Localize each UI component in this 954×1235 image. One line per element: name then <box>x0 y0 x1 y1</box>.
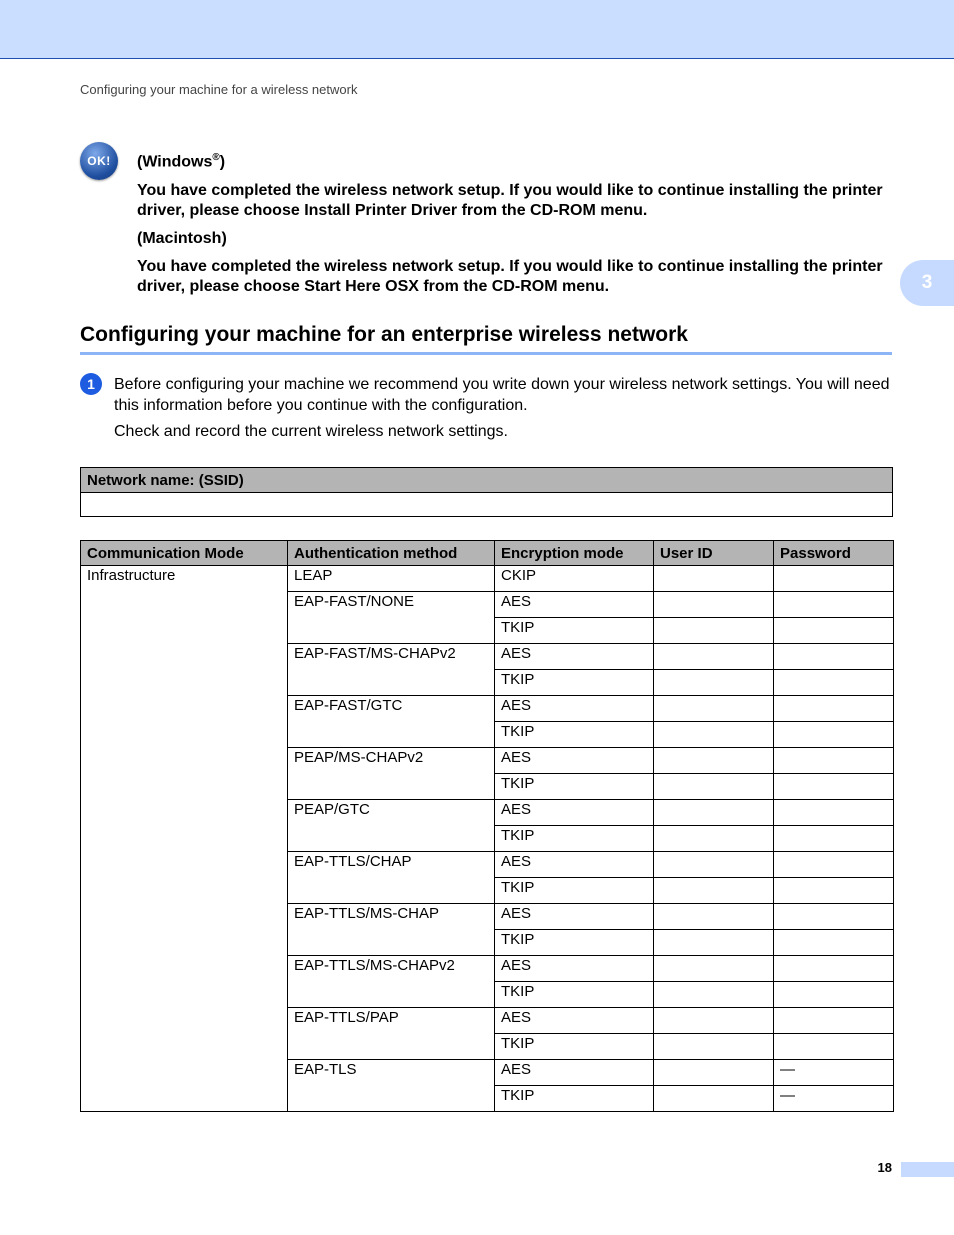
authentication-method-cell: EAP-FAST/MS-CHAPv2 <box>288 644 495 696</box>
windows-text: You have completed the wireless network setup. If you would like to continue installing the printer driver, please choose Install Printer Driver from the CD-ROM menu. <box>137 182 883 220</box>
password-cell <box>774 800 894 826</box>
encryption-mode-cell: TKIP <box>495 1086 654 1112</box>
password-cell <box>774 982 894 1008</box>
user-id-cell <box>654 826 774 852</box>
user-id-cell <box>654 1008 774 1034</box>
encryption-mode-cell: TKIP <box>495 930 654 956</box>
password-cell <box>774 930 894 956</box>
encryption-mode-cell: TKIP <box>495 878 654 904</box>
mac-heading: (Macintosh) <box>137 230 227 248</box>
page-number-bar <box>901 1162 954 1177</box>
authentication-method-cell: PEAP/MS-CHAPv2 <box>288 748 495 800</box>
encryption-mode-cell: AES <box>495 800 654 826</box>
password-cell <box>774 878 894 904</box>
column-header-password: Password <box>774 541 894 566</box>
user-id-cell <box>654 670 774 696</box>
registered-mark: ® <box>212 152 220 163</box>
ssid-entry-cell <box>81 493 893 517</box>
password-cell <box>774 566 894 592</box>
password-cell: — <box>774 1060 894 1086</box>
user-id-cell <box>654 1034 774 1060</box>
user-id-cell <box>654 774 774 800</box>
title-underline <box>80 352 892 355</box>
password-cell <box>774 904 894 930</box>
password-cell <box>774 748 894 774</box>
ssid-header: Network name: (SSID) <box>81 468 893 493</box>
user-id-cell <box>654 748 774 774</box>
network-settings-table <box>80 540 894 1112</box>
encryption-mode-cell: TKIP <box>495 618 654 644</box>
encryption-mode-cell: TKIP <box>495 982 654 1008</box>
password-cell <box>774 956 894 982</box>
user-id-cell <box>654 696 774 722</box>
ssid-table <box>80 467 893 517</box>
chapter-tab[interactable]: 3 <box>900 260 954 306</box>
user-id-cell <box>654 618 774 644</box>
encryption-mode-cell: AES <box>495 748 654 774</box>
windows-heading-close: ) <box>219 153 226 171</box>
authentication-method-cell: EAP-TTLS/MS-CHAPv2 <box>288 956 495 1008</box>
authentication-method-cell: EAP-TLS <box>288 1060 495 1112</box>
encryption-mode-cell: TKIP <box>495 774 654 800</box>
password-cell <box>774 696 894 722</box>
user-id-cell <box>654 1060 774 1086</box>
step-text <box>114 374 894 416</box>
encryption-mode-cell: AES <box>495 904 654 930</box>
top-banner <box>0 0 954 59</box>
authentication-method-cell: EAP-TTLS/CHAP <box>288 852 495 904</box>
check-instructions: Check and record the current wireless network settings. <box>114 423 508 440</box>
step-number-icon: 1 <box>80 373 102 395</box>
password-cell <box>774 618 894 644</box>
section-title: Configuring your machine for an enterprise wireless network <box>80 323 688 346</box>
user-id-cell <box>654 566 774 592</box>
user-id-cell <box>654 982 774 1008</box>
user-id-cell <box>654 1086 774 1112</box>
user-id-cell <box>654 800 774 826</box>
encryption-mode-cell: TKIP <box>495 670 654 696</box>
encryption-mode-cell: TKIP <box>495 826 654 852</box>
column-header-encryption-mode: Encryption mode <box>495 541 654 566</box>
user-id-cell <box>654 722 774 748</box>
column-header-user-id: User ID <box>654 541 774 566</box>
running-header: Configuring your machine for a wireless network <box>80 82 358 97</box>
column-header-authentication-method: Authentication method <box>288 541 495 566</box>
authentication-method-cell: LEAP <box>288 566 495 592</box>
encryption-mode-cell: AES <box>495 852 654 878</box>
password-cell <box>774 670 894 696</box>
ok-note <box>137 148 897 297</box>
ok-icon: OK! <box>80 142 118 180</box>
column-header-communication-mode: Communication Mode <box>81 541 288 566</box>
encryption-mode-cell: AES <box>495 956 654 982</box>
password-cell <box>774 826 894 852</box>
authentication-method-cell: EAP-TTLS/MS-CHAP <box>288 904 495 956</box>
windows-heading <box>137 148 897 172</box>
mac-text: You have completed the wireless network setup. If you would like to continue installing the printer driver, please choose Start Here OSX from the CD-ROM menu. <box>137 258 883 296</box>
password-cell <box>774 1034 894 1060</box>
user-id-cell <box>654 878 774 904</box>
user-id-cell <box>654 956 774 982</box>
password-cell: — <box>774 1086 894 1112</box>
encryption-mode-cell: TKIP <box>495 722 654 748</box>
page-number: 18 <box>877 1160 892 1175</box>
encryption-mode-cell: CKIP <box>495 566 654 592</box>
table-row <box>81 566 894 592</box>
password-cell <box>774 852 894 878</box>
encryption-mode-cell: AES <box>495 1008 654 1034</box>
authentication-method-cell: EAP-FAST/GTC <box>288 696 495 748</box>
authentication-method-cell: PEAP/GTC <box>288 800 495 852</box>
user-id-cell <box>654 644 774 670</box>
step-instructions: Before configuring your machine we recommend you write down your wireless network settings. You will need this information before you continue with the configuration. <box>114 376 890 414</box>
authentication-method-cell: EAP-FAST/NONE <box>288 592 495 644</box>
user-id-cell <box>654 592 774 618</box>
user-id-cell <box>654 930 774 956</box>
encryption-mode-cell: AES <box>495 696 654 722</box>
encryption-mode-cell: AES <box>495 592 654 618</box>
authentication-method-cell: EAP-TTLS/PAP <box>288 1008 495 1060</box>
password-cell <box>774 722 894 748</box>
password-cell <box>774 1008 894 1034</box>
user-id-cell <box>654 852 774 878</box>
encryption-mode-cell: AES <box>495 644 654 670</box>
encryption-mode-cell: TKIP <box>495 1034 654 1060</box>
user-id-cell <box>654 904 774 930</box>
password-cell <box>774 774 894 800</box>
windows-heading-text: (Windows <box>137 153 213 171</box>
communication-mode-cell: Infrastructure <box>81 566 288 1112</box>
encryption-mode-cell: AES <box>495 1060 654 1086</box>
password-cell <box>774 644 894 670</box>
password-cell <box>774 592 894 618</box>
